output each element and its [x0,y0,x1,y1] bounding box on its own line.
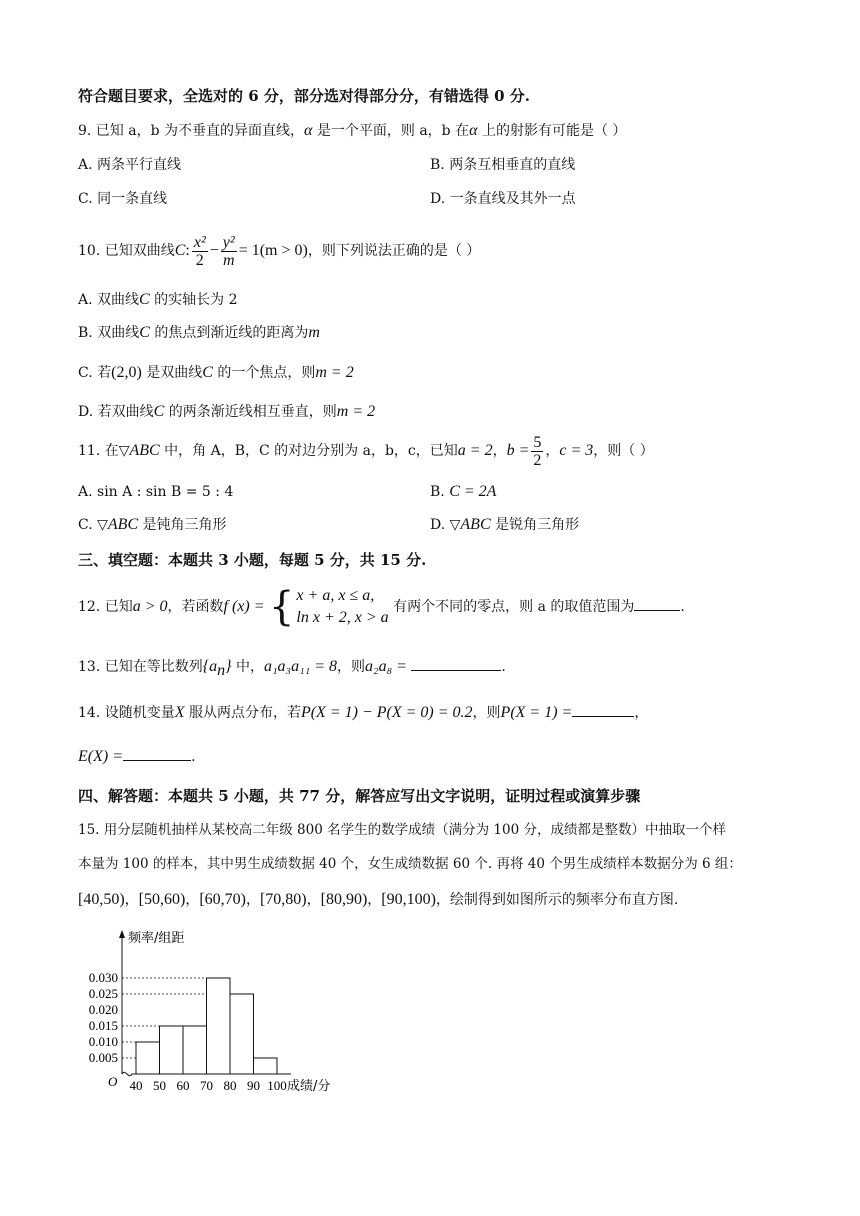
text: B. [430,484,445,500]
y-axis-label: 频率/组距 [128,931,185,946]
x-tick-label: 50 [153,1078,166,1093]
text: 的一个焦点，则 [212,365,316,381]
fraction-y2-m [221,234,237,269]
text: ，则 [472,705,501,721]
interval: [50,60) [138,891,186,908]
frac-num: 5 [533,433,542,451]
q13-stem [78,656,506,681]
q15-line1: 15. 用分层随机抽样从某校高二年级 800 名学生的数学成绩（满分为 100 分，成绩都是整数）中抽取一个样 [78,822,726,838]
b-eq: b = [506,442,530,459]
q10-stem-text: 10. 已知双曲线 [78,243,175,259]
a2a8: a₂a₈ = [365,658,407,675]
curve-C: C [174,242,186,259]
text: 13. 已知在等比数列 [78,659,203,675]
q11-stem: 11. 在▽ABC 中，角 A，B，C 的对边分别为 a，b，c，已知a = 2，b = $\frac{5}{2}$ ，c = 3，则（ ） [78,433,654,469]
q10-option-c [78,363,354,383]
text: . [191,749,196,765]
text: 是双曲线 [141,365,203,381]
text: 的两条渐近线相互垂直，则 [164,404,337,420]
histogram-bar [254,1058,278,1074]
x-tick-label: 40 [129,1078,143,1093]
q10-stem: 10. 已知双曲线C: $\frac{\text{x²}}{2}$ − $\frac{\text{y²}}{m}$ = 1(m > 0)，则下列说法正确的是（ ） [78,233,481,269]
text: 11. 在▽ [78,443,130,459]
interval: [90,100) [381,891,436,908]
text: 服从两点分布，若 [184,705,301,721]
frac-num: y² [222,233,235,251]
text: D. ▽ [430,517,461,533]
c-eq-2a: C = 2A [449,483,497,500]
section-note: 符合题目要求，全选对的 6 分，部分选对得部分分，有错选得 0 分. [78,87,530,105]
curve-C: C [139,291,150,308]
y-axis-arrow [119,930,125,938]
fraction-x2-2 [192,234,208,269]
product-eq: a₁a₃a₁₁ = 8 [263,658,338,675]
y-tick-label: 0.025 [88,986,118,1001]
point-2-0: (2,0) [111,364,142,381]
var-m: m [308,324,320,341]
triangle-abc: ABC [129,442,160,459]
answer-blank[interactable] [572,702,634,717]
q11-option-b [430,482,496,502]
q9-option-c: C. 同一条直线 [78,191,168,207]
answer-blank[interactable] [634,596,680,611]
a-eq-2: a = 2 [457,442,493,459]
y-tick-label: 0.015 [88,1018,118,1033]
interval: [80,90) [320,891,368,908]
q9-stem-text: 9. 已知 a，b 为不垂直的异面直线， [78,123,305,139]
q9-option-b: B. 两条互相垂直的直线 [430,157,576,173]
fx: f (x) = [223,598,265,615]
q9-stem-text-3: 上的射影有可能是（ ） [477,123,627,139]
y-tick-label: 0.020 [88,1002,118,1017]
seq-sub: n [217,661,226,679]
frequency-histogram [78,922,378,1097]
section4-heading: 四、解答题：本题共 5 小题，共 77 分，解答应写出文字说明，证明过程或演算步骤 [78,787,641,805]
x-tick-label: 60 [176,1078,190,1093]
histogram-bar [136,1042,160,1074]
q15-line3: [40,50)，[50,60)，[60,70)，[70,80)，[80,90)，[90,100)，绘制得到如图所示的频率分布直方图. [78,891,679,908]
q11-option-a: A. sin A : sin B = 5 : 4 [78,484,234,500]
q15-line2: 本量为 100 的样本，其中男生成绩数据 40 个，女生成绩数据 60 个. 再将 40 个男生成绩样本数据分为 6 组： [78,856,742,872]
curve-C: C [153,403,165,420]
text: . [680,599,685,615]
case-1: x + a, x ≤ a, [296,587,375,604]
interval: [70,80) [259,891,307,908]
eq-tail: = 1(m > 0) [238,242,308,259]
text: C. 若 [78,365,112,381]
prob-eq: P(X = 1) − P(X = 0) = 0.2 [300,704,473,721]
p1-eq: P(X = 1) = [500,704,573,721]
text: 12. 已知 [78,599,133,615]
case-2: ln x + 2, x > a [296,609,389,626]
section3-heading: 三、填空题：本题共 3 小题，每题 5 分，共 15 分. [78,551,427,569]
frac-den: 2 [195,251,204,269]
var-x: X [174,704,185,721]
m-eq-2: m = 2 [315,364,354,381]
text: ，若函数 [167,599,224,615]
text: 有两个不同的零点，则 a 的取值范围为 [388,599,635,615]
text: ，则 [337,659,366,675]
text: ，绘制得到如图所示的频率分布直方图. [435,892,679,908]
q10-option-d [78,402,375,422]
text: D. 若双曲线 [78,404,154,420]
curve-C: C [202,364,213,381]
q14-line2 [78,746,195,767]
text: ，则（ ） [593,443,654,459]
triangle-abc: ABC [107,516,139,533]
x-tick-label: 100 [267,1078,287,1093]
x-tick-label: 90 [247,1078,260,1093]
text: . [501,659,506,675]
x-axis-label: 成绩/分 [287,1079,331,1094]
text: 是锐角三角形 [490,517,580,533]
triangle-abc: ABC [460,516,491,533]
seq-open: {a [202,658,218,675]
histogram-bar [183,1026,207,1074]
curve-C: C [139,324,150,341]
q9-option-a: A. 两条平行直线 [78,157,182,173]
frac-den: m [222,251,235,269]
text: 的实轴长为 2 [149,292,238,308]
histogram-bar [230,994,254,1074]
piecewise: { x + a, x ≤ a, ln x + 2, x > a [268,584,389,630]
answer-blank[interactable] [123,746,191,761]
x-tick-label: 70 [200,1078,213,1093]
alpha-symbol: α [304,122,313,139]
q9-stem-text-2: 是一个平面，则 a，b 在 [312,123,470,139]
answer-blank[interactable] [411,656,501,671]
seq-close: } [225,658,232,675]
alpha-symbol: α [469,122,478,139]
q9-option-d: D. 一条直线及其外一点 [430,191,576,207]
c-eq-3: c = 3 [559,442,594,459]
q11-option-c [78,515,227,535]
interval: [40,50) [78,891,125,908]
ex-eq: E(X) = [78,748,123,765]
text: A. 双曲线 [78,292,140,308]
text: 14. 设随机变量 [78,705,175,721]
q9-stem [78,121,626,141]
frac-den: 2 [533,451,542,469]
frac-num: x² [193,233,206,251]
q10-stem-text-2: ，则下列说法正确的是（ ） [307,243,481,259]
text: ， [634,705,649,721]
text: 中， [231,659,264,675]
text: 是钝角三角形 [138,517,227,533]
text: B. 双曲线 [78,325,140,341]
x-tick-label: 80 [223,1078,237,1093]
y-tick-label: 0.005 [88,1050,118,1065]
a-gt-0: a > 0 [132,598,168,615]
y-tick-label: 0.030 [88,970,118,985]
q12-stem [78,584,685,630]
text: 的焦点到渐近线的距离为 [149,325,309,341]
fraction-5-2 [531,434,543,469]
histogram-bar [207,978,231,1074]
origin-label: O [108,1074,118,1089]
q14-stem [78,702,648,723]
text: C. ▽ [78,517,108,533]
q10-option-b [78,323,320,343]
interval: [60,70) [199,891,246,908]
text: 中，角 A，B，C 的对边分别为 a，b，c，已知 [159,443,458,459]
y-tick-label: 0.010 [88,1034,118,1049]
histogram-bar [160,1026,184,1074]
q10-option-a [78,290,238,310]
m-eq-2: m = 2 [336,403,376,420]
q11-option-d [430,515,579,535]
